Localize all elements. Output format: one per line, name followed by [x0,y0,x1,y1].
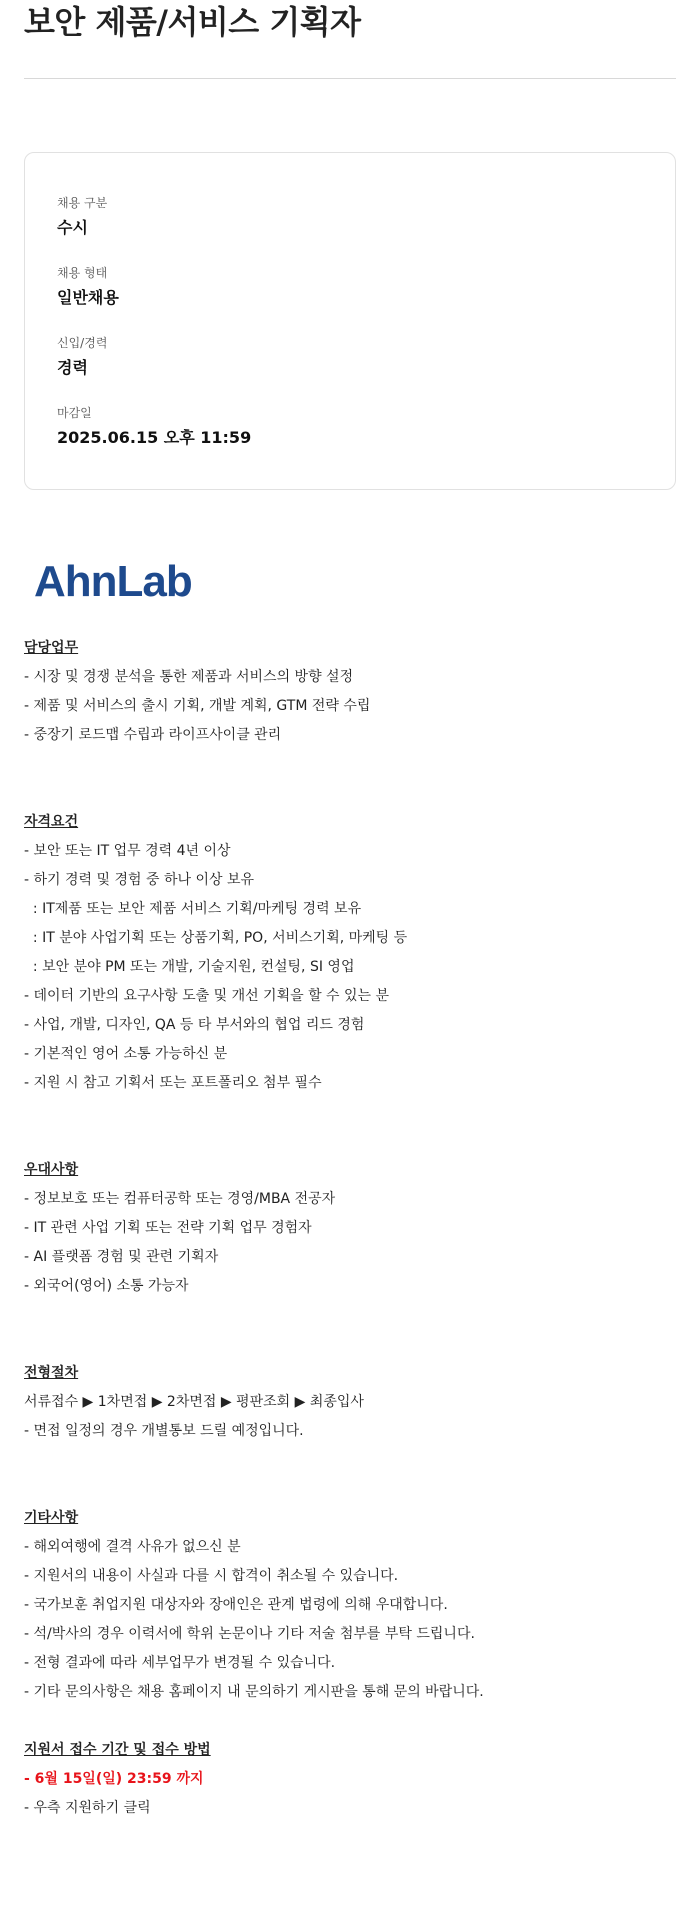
list-item: - 기본적인 영어 소통 가능하신 분 [24,1046,228,1062]
summary-label: 마감일 [57,406,92,420]
list-item: - 석/박사의 경우 이력서에 학위 논문이나 기타 저술 첨부를 부탁 드립니다. [24,1626,475,1642]
list-item: - 중장기 로드맵 수립과 라이프사이클 관리 [24,727,282,743]
ahnlab-logo-image [32,556,202,608]
summary-label: 채용 구분 [57,196,108,210]
section-other [24,1504,676,1707]
job-summary-card [24,152,676,490]
section-duties [24,634,676,750]
list-item: - 데이터 기반의 요구사항 도출 및 개선 기획을 할 수 있는 분 [24,988,390,1004]
summary-value: 일반채용 [57,288,119,307]
job-posting-page [24,0,676,1823]
summary-value: 2025.06.15 오후 11:59 [57,428,252,447]
list-item: - 우측 지원하기 클릭 [24,1800,151,1816]
section-preferred [24,1156,676,1301]
list-item: - 지원 시 참고 기획서 또는 포트폴리오 첨부 필수 [24,1075,322,1091]
section-requirements [24,808,676,1098]
summary-employment-type [57,264,643,334]
title-divider [24,78,676,79]
summary-value: 경력 [57,358,88,377]
summary-value: 수시 [57,218,88,237]
list-item: - 보안 또는 IT 업무 경력 4년 이상 [24,843,231,859]
list-item: : IT제품 또는 보안 제품 서비스 기획/마케팅 경력 보유 [24,901,362,917]
company-logo [32,556,676,608]
section-title: 기타사항 [24,1510,79,1526]
deadline-highlight: - 6월 15일(일) 23:59 까지 [24,1771,204,1787]
list-item: - 지원서의 내용이 사실과 다를 시 합격이 취소될 수 있습니다. [24,1568,399,1584]
summary-career-level [57,334,643,404]
summary-label: 신입/경력 [57,336,108,350]
section-title: 자격요건 [24,814,79,830]
list-item: - 면접 일정의 경우 개별통보 드릴 예정입니다. [24,1423,304,1439]
list-item: - 해외여행에 결격 사유가 없으신 분 [24,1539,241,1555]
list-item: - 제품 및 서비스의 출시 기획, 개발 계획, GTM 전략 수립 [24,698,371,714]
summary-recruit-type [57,194,643,264]
section-apply [24,1736,676,1823]
list-item: - 하기 경력 및 경험 중 하나 이상 보유 [24,872,254,888]
list-item: - 사업, 개발, 디자인, QA 등 타 부서와의 협업 리드 경험 [24,1017,365,1033]
summary-label: 채용 형태 [57,266,108,280]
list-item: - 외국어(영어) 소통 가능자 [24,1278,189,1294]
list-item: : 보안 분야 PM 또는 개발, 기술지원, 컨설팅, SI 영업 [24,959,355,975]
section-title: 담당업무 [24,640,79,656]
list-item: 서류접수 ▶ 1차면접 ▶ 2차면접 ▶ 평판조회 ▶ 최종입사 [24,1394,364,1410]
svg-text:AhnLab: AhnLab [34,557,192,606]
section-process [24,1359,676,1446]
list-item: - 정보보호 또는 컴퓨터공학 또는 경영/MBA 전공자 [24,1191,336,1207]
section-title: 전형절차 [24,1365,79,1381]
list-item: : IT 분야 사업기획 또는 상품기획, PO, 서비스기획, 마케팅 등 [24,930,408,946]
list-item: - IT 관련 사업 기획 또는 전략 기획 업무 경험자 [24,1220,312,1236]
list-item: - 기타 문의사항은 채용 홈페이지 내 문의하기 게시판을 통해 문의 바랍니다. [24,1684,484,1700]
list-item: - AI 플랫폼 경험 및 관련 기획자 [24,1249,219,1265]
list-item: - 시장 및 경쟁 분석을 통한 제품과 서비스의 방향 설정 [24,669,354,685]
section-title: 지원서 접수 기간 및 접수 방법 [24,1742,211,1758]
list-item: - 국가보훈 취업지원 대상자와 장애인은 관계 법령에 의해 우대합니다. [24,1597,448,1613]
job-description [24,634,676,1823]
section-title: 우대사항 [24,1162,79,1178]
summary-deadline [57,404,643,474]
list-item: - 전형 결과에 따라 세부업무가 변경될 수 있습니다. [24,1655,336,1671]
page-title: 보안 제품/서비스 기획자 [24,3,361,41]
